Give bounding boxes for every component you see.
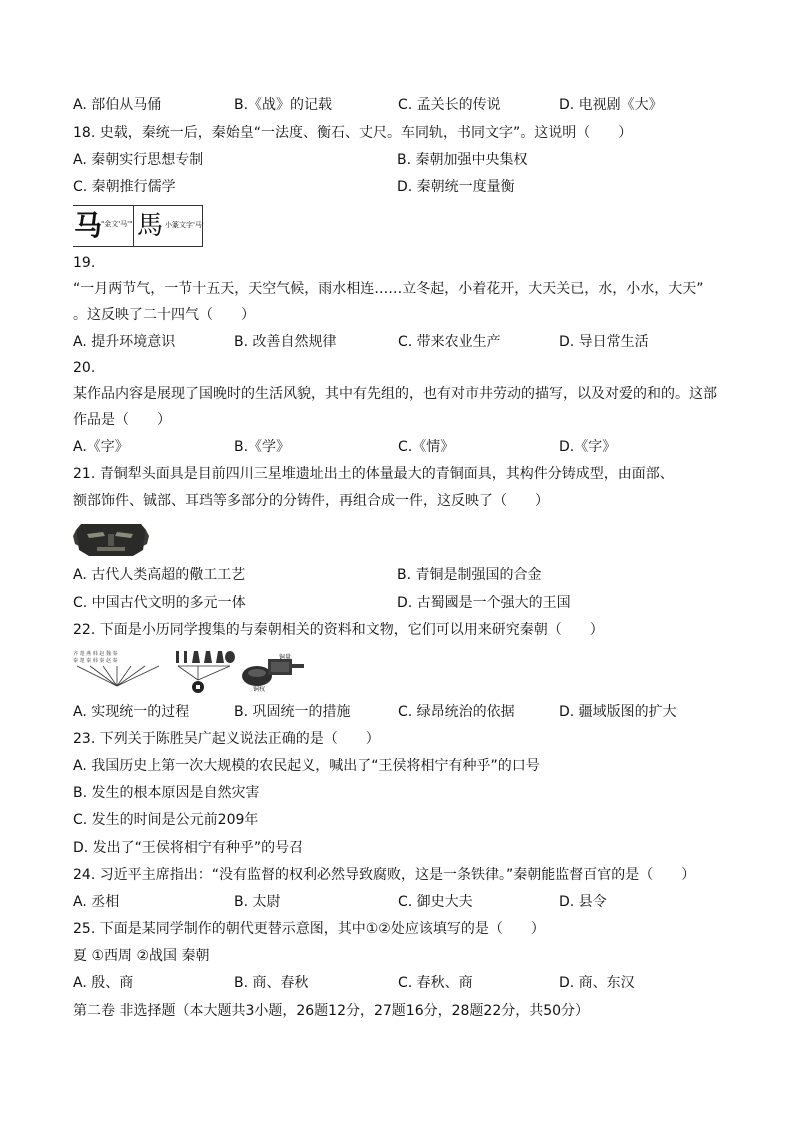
- option-a: A. 殷、商: [73, 975, 134, 991]
- option-b: B. 改善自然规律: [234, 334, 337, 350]
- bronze-measure-label: 铜量: [279, 654, 292, 661]
- option-c: C. 带来农业生产: [398, 334, 501, 350]
- bronze-script-glyph: 马: [73, 209, 102, 242]
- option-c: C. 春秋、商: [398, 975, 473, 991]
- option-d: D. 疆域版图的扩大: [559, 704, 677, 720]
- option-c: C. 发生的时间是公元前209年: [73, 812, 259, 828]
- question-19-quote: “一月两节气，一节十五天，天空气候，雨水相连……立冬起，小着花开，大天关已，水，小水，大天”: [73, 281, 704, 297]
- question-23-stem: 23. 下列关于陈胜吴广起义说法正确的是（ ）: [73, 731, 380, 747]
- option-d: D. 古蜀國是一个强大的王国: [397, 595, 571, 611]
- question-21-stem-cont: 额部饰件、铖部、耳珰等多部分的分铸件，再组合成一件，这反映了（ ）: [73, 493, 549, 509]
- bronze-weight-label: 铜权: [253, 686, 266, 693]
- option-b: B. 商、春秋: [234, 975, 309, 991]
- option-a: A.《字》: [73, 439, 129, 455]
- option-c: C. 中国古代文明的多元一体: [73, 595, 246, 611]
- option-b: B.《学》: [234, 439, 291, 455]
- caption-bronze-script: "金文'马'": [101, 220, 133, 228]
- option-c: C. 御史大夫: [398, 894, 473, 910]
- option-c: C.《情》: [398, 439, 455, 455]
- option-b: B. 太尉: [234, 894, 281, 910]
- option-b: B. 青铜是制强国的合金: [397, 567, 542, 583]
- seal-script-glyph: 馬: [136, 211, 163, 241]
- option-a: A. 丞相: [73, 894, 120, 910]
- option-b: B. 巩固统一的措施: [234, 704, 351, 720]
- question-18-image: [73, 205, 203, 247]
- option-b: B. 秦朝加强中央集权: [397, 152, 528, 168]
- svg-text:秦 楚 秦 韩 秦 赵 秦: 秦 楚 秦 韩 秦 赵 秦: [73, 658, 118, 664]
- question-24-stem: 24. 习近平主席指出：“没有监督的权利必然导致腐败，这是一条铁律。”秦朝能监督百官的是（ ）: [73, 867, 696, 883]
- option-d: D. 县令: [559, 894, 607, 910]
- coin-evolution-image: [174, 648, 236, 696]
- question-21-stem: 21. 青铜犁头面具是目前四川三星堆遗址出土的体量最大的青铜面具，其构件分铸成型，由面部、: [73, 466, 674, 482]
- option-b: B.《战》的记载: [234, 97, 333, 113]
- option-a: A. 提升环境意识: [73, 334, 176, 350]
- question-19-number: 19.: [73, 255, 96, 271]
- bronze-mask-image: [73, 520, 149, 558]
- option-d: D. 导日常生活: [559, 334, 649, 350]
- option-a: A. 秦朝实行思想专制: [73, 152, 204, 168]
- option-b: B. 发生的根本原因是自然灾害: [73, 785, 260, 801]
- question-20-stem: 某作品内容是展现了国晚时的生活风貌，其中有先组的，也有对市井劳动的描写，以及对爱的和的。这部: [73, 386, 717, 402]
- option-d: D.《字》: [559, 439, 617, 455]
- script-comparison-image: [73, 648, 167, 692]
- part-two-heading: 第二卷 非选择题（本大题共3小题，26题12分，27题16分，28题22分，共50分）: [73, 1003, 590, 1019]
- option-c: C. 秦朝推行儒学: [73, 179, 176, 195]
- question-19-stem: 。这反映了二十四气（ ）: [73, 307, 255, 323]
- option-a: A. 古代人类高超的儆工工艺: [73, 567, 246, 583]
- dynasty-diagram: 夏 ①西周 ②战国 秦朝: [73, 948, 210, 964]
- option-d: D. 电视剧《大》: [559, 97, 663, 113]
- caption-seal-script: 小篆文字'马': [165, 221, 204, 229]
- option-a: A. 我国历史上第一次大规模的农民起义，喊出了“王侯将相宁有种乎”的口号: [73, 758, 540, 774]
- question-18-stem: 18. 史载，秦统一后，秦始皇“一法度、衡石、丈尺。车同轨，书同文字”。这说明（ ）: [73, 125, 633, 141]
- option-a: A. 实现统一的过程: [73, 704, 190, 720]
- question-25-stem: 25. 下面是某同学制作的朝代更替示意图，其中①②处应该填写的是（ ）: [73, 921, 545, 937]
- question-20-stem-cont: 作品是（ ）: [73, 412, 171, 428]
- option-a: A. 部伯从马俑: [73, 97, 162, 113]
- option-c: C. 孟关长的传说: [398, 97, 501, 113]
- option-c: C. 绿昂统治的依据: [398, 704, 515, 720]
- question-22-stem: 22. 下面是小历同学搜集的与秦朝相关的资料和文物，它们可以用来研究秦朝（ ）: [73, 622, 604, 638]
- option-d: D. 商、东汉: [559, 975, 635, 991]
- option-d: D. 发出了“王侯将相宁有种乎”的号召: [73, 840, 304, 856]
- question-20-number: 20.: [73, 360, 96, 376]
- option-d: D. 秦朝统一度量衡: [397, 179, 515, 195]
- svg-text:齐 楚 燕 韩 赵 魏 秦: 齐 楚 燕 韩 赵 魏 秦: [73, 651, 118, 657]
